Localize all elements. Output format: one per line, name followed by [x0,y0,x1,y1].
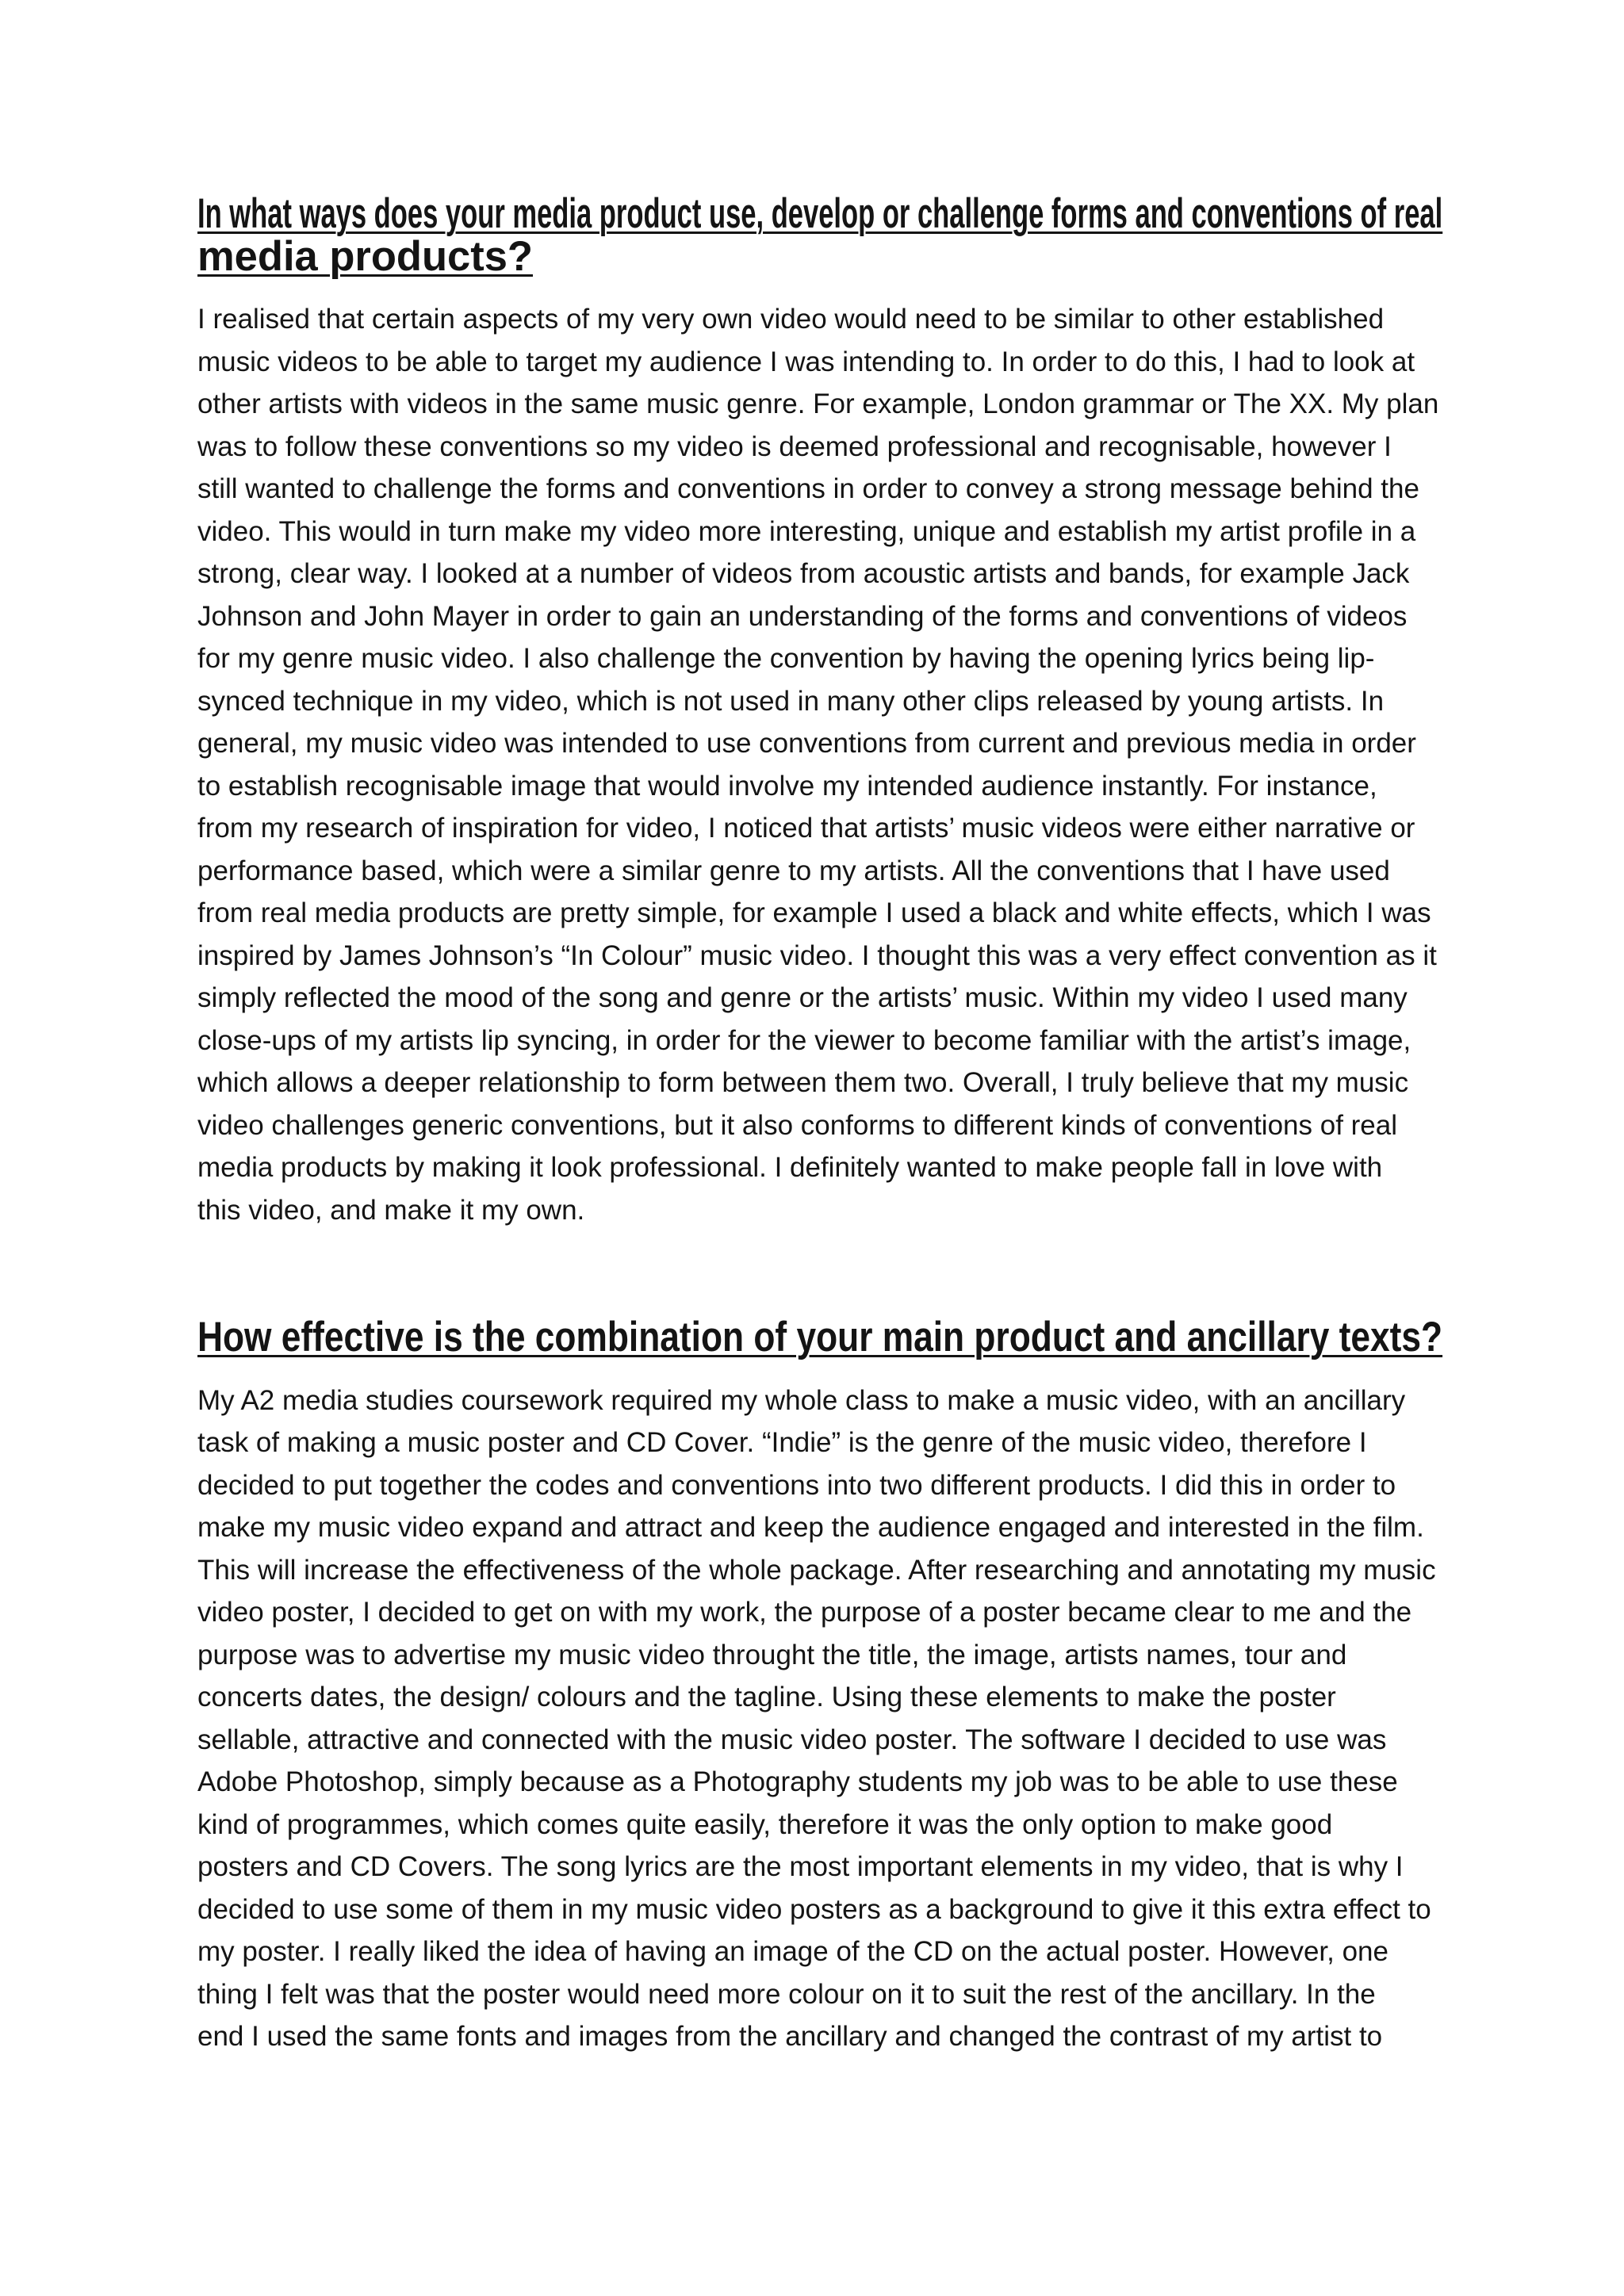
body-paragraph [197,1380,1442,2058]
text-line: Johnson and John Mayer in order to gain an understanding of the forms and conventions of videos [197,600,1408,632]
text-line: concerts dates, the design/ colours and the tagline. Using these elements to make the poster [197,1682,1336,1712]
text-line: posters and CD Covers. The song lyrics are the most important elements in my video, that is why I [197,1851,1404,1882]
text-line: my poster. I really liked the idea of having an image of the CD on the actual poster. However, one [197,1936,1388,1967]
text-line: media products by making it look professional. I definitely wanted to make people fall in love with [197,1152,1383,1183]
text-line: music videos to be able to target my audience I was intending to. In order to do this, I had to look at [197,346,1415,377]
text-line: purpose was to advertise my music video throught the title, the image, artists names, tour and [197,1639,1347,1670]
text-line: video challenges generic conventions, but it also conforms to different kinds of conventions of real [197,1109,1398,1141]
text-line: video poster, I decided to get on with my work, the purpose of a poster became clear to me and the [197,1597,1412,1628]
text-line: kind of programmes, which comes quite easily, therefore it was the only option to make good [197,1808,1333,1840]
text-line: decided to use some of them in my music video posters as a background to give it this extra effect to [197,1893,1431,1925]
text-line: this video, and make it my own. [197,1194,585,1226]
text-line: still wanted to challenge the forms and conventions in order to convey a strong message behind the [197,473,1419,504]
text-line: This will increase the effectiveness of the whole package. After researching and annotating my music [197,1554,1436,1586]
text-line: to establish recognisable image that would involve my intended audience instantly. For instance, [197,770,1377,802]
text-line: other artists with videos in the same music genre. For example, London grammar or The XX. My plan [197,388,1439,419]
text-line: video. This would in turn make my video more interesting, unique and establish my artist profile in a [197,515,1416,547]
text-line: task of making a music poster and CD Cover. “Indie” is the genre of the music video, therefore I [197,1427,1367,1458]
text-line: end I used the same fonts and images from the ancillary and changed the contrast of my artist to [197,2021,1383,2052]
text-line: inspired by James Johnson’s “In Colour” music video. I thought this was a very effect convention as it [197,939,1437,971]
text-line: general, my music video was intended to use conventions from current and previous media in order [197,728,1416,759]
heading-line: In what ways does your media product use, develop or challenge forms and conventions of real [197,190,1443,237]
text-line: Adobe Photoshop, simply because as a Photography students my job was to be able to use these [197,1766,1398,1797]
body-paragraph [197,298,1442,1231]
text-line: I realised that certain aspects of my very own video would need to be similar to other established [197,304,1385,335]
text-line: My A2 media studies coursework required my whole class to make a music video, with an ancillary [197,1384,1406,1416]
text-line: which allows a deeper relationship to form between them two. Overall, I truly believe that my music [197,1067,1409,1098]
text-line: thing I felt was that the poster would need more colour on it to suit the rest of the ancillary. In the [197,1978,1376,2010]
text-line: performance based, which were a similar genre to my artists. All the conventions that I have used [197,855,1390,886]
text-line: strong, clear way. I looked at a number of videos from acoustic artists and bands, for example Jack [197,558,1410,589]
heading-line: How effective is the combination of your main product and ancillary texts? [197,1314,1443,1360]
text-line: from my research of inspiration for video, I noticed that artists’ music videos were either narrative or [197,813,1415,844]
text-line: synced technique in my video, which is not used in many other clips released by young artists. In [197,685,1385,717]
text-line: sellable, attractive and connected with the music video poster. The software I decided to use was [197,1724,1387,1755]
text-line: make my music video expand and attract and keep the audience engaged and interested in the film. [197,1512,1424,1543]
heading-line: media products? [197,232,533,280]
text-line: simply reflected the mood of the song and genre or the artists’ music. Within my video I used many [197,982,1408,1013]
text-line: was to follow these conventions so my video is deemed professional and recognisable, however I [197,430,1392,462]
section-heading [197,1316,1442,1359]
section-heading [197,190,1443,280]
text-line: for my genre music video. I also challenge the convention by having the opening lyrics being lip- [197,643,1375,674]
text-line: decided to put together the codes and conventions into two different products. I did this in order to [197,1469,1396,1501]
document-content [197,190,1443,2058]
text-line: close-ups of my artists lip syncing, in order for the viewer to become familiar with the artist’s image, [197,1024,1411,1056]
text-line: from real media products are pretty simple, for example I used a black and white effects, which I was [197,897,1431,928]
